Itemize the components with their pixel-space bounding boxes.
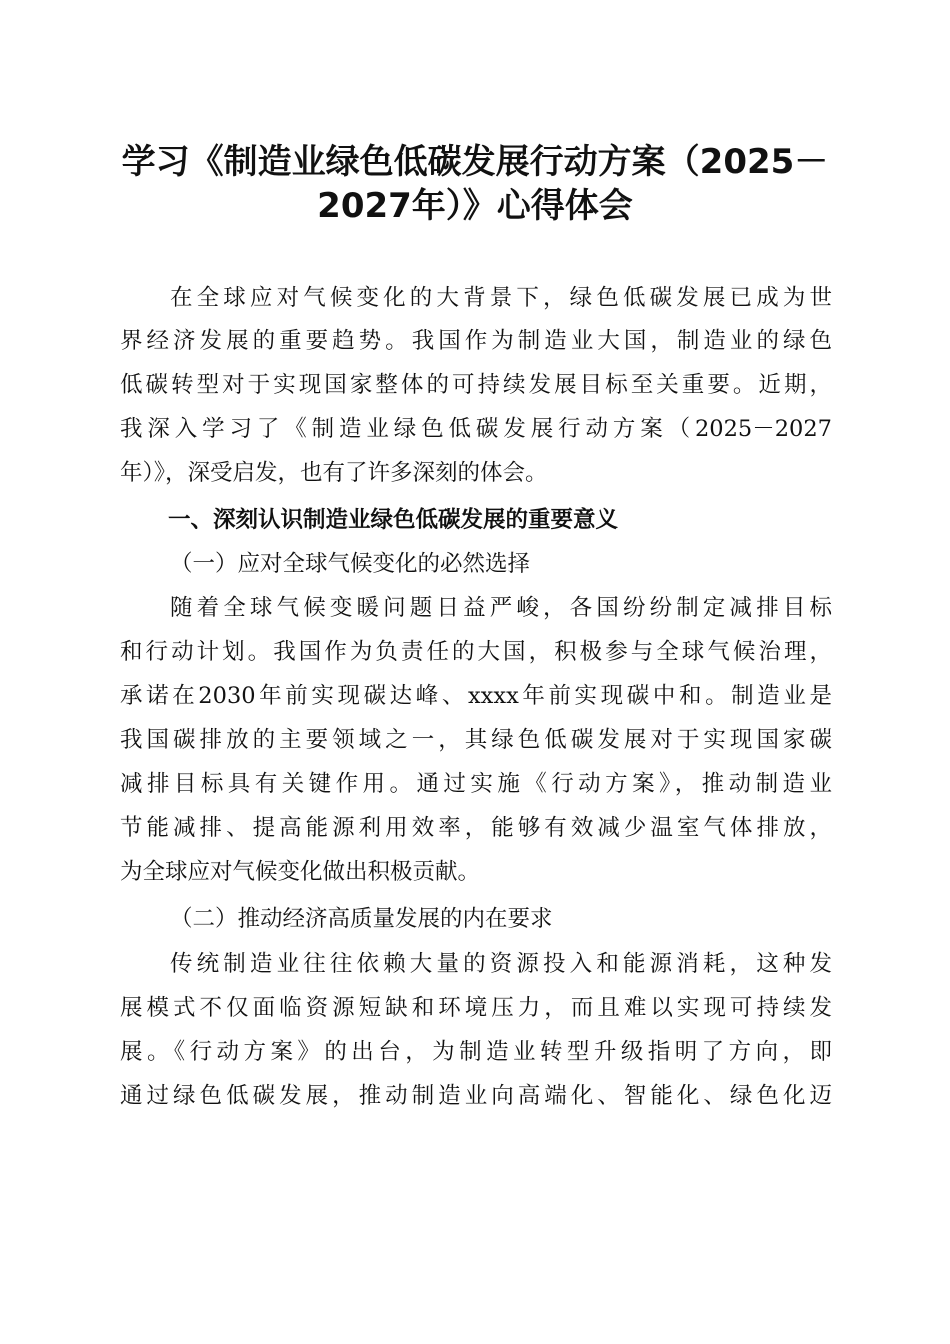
paragraph-line: 我深入学习了《制造业绿色低碳发展行动方案（2025－2027 <box>120 416 832 442</box>
paragraph-line: 承诺在2030年前实现碳达峰、xxxx年前实现碳中和。制造业是 <box>120 683 832 709</box>
paragraph-line: 在全球应对气候变化的大背景下，绿色低碳发展已成为世 <box>170 285 832 311</box>
paragraph-line: 和行动计划。我国作为负责任的大国，积极参与全球气候治理， <box>120 639 832 665</box>
paragraph-line: 展模式不仅面临资源短缺和环境压力，而且难以实现可持续发 <box>120 995 832 1021</box>
paragraph-line: 随着全球气候变暖问题日益严峻，各国纷纷制定减排目标 <box>170 595 832 621</box>
paragraph-line: 传统制造业往往依赖大量的资源投入和能源消耗，这种发 <box>170 951 832 977</box>
section-heading: 一、深刻认识制造业绿色低碳发展的重要意义 <box>168 507 619 533</box>
paragraph-line: 减排目标具有关键作用。通过实施《行动方案》，推动制造业 <box>120 771 832 797</box>
paragraph-line: 低碳转型对于实现国家整体的可持续发展目标至关重要。近期， <box>120 372 832 398</box>
paragraph-line: 界经济发展的重要趋势。我国作为制造业大国，制造业的绿色 <box>120 328 832 354</box>
subsection-heading: （二）推动经济高质量发展的内在要求 <box>170 906 553 932</box>
paragraph-line: 我国碳排放的主要领域之一，其绿色低碳发展对于实现国家碳 <box>120 727 832 753</box>
paragraph-line: 年）》，深受启发，也有了许多深刻的体会。 <box>120 460 548 486</box>
paragraph-line: 为全球应对气候变化做出积极贡献。 <box>120 859 481 885</box>
paragraph-line: 通过绿色低碳发展，推动制造业向高端化、智能化、绿色化迈 <box>120 1083 832 1109</box>
subsection-heading: （一）应对全球气候变化的必然选择 <box>170 551 531 577</box>
paragraph-line: 节能减排、提高能源利用效率，能够有效减少温室气体排放， <box>120 815 832 841</box>
document-title-line1: 学习《制造业绿色低碳发展行动方案（2025－ <box>121 142 829 182</box>
document-title-line2: 2027年）》心得体会 <box>317 186 633 226</box>
paragraph-line: 展。《行动方案》的出台，为制造业转型升级指明了方向，即 <box>120 1039 832 1065</box>
